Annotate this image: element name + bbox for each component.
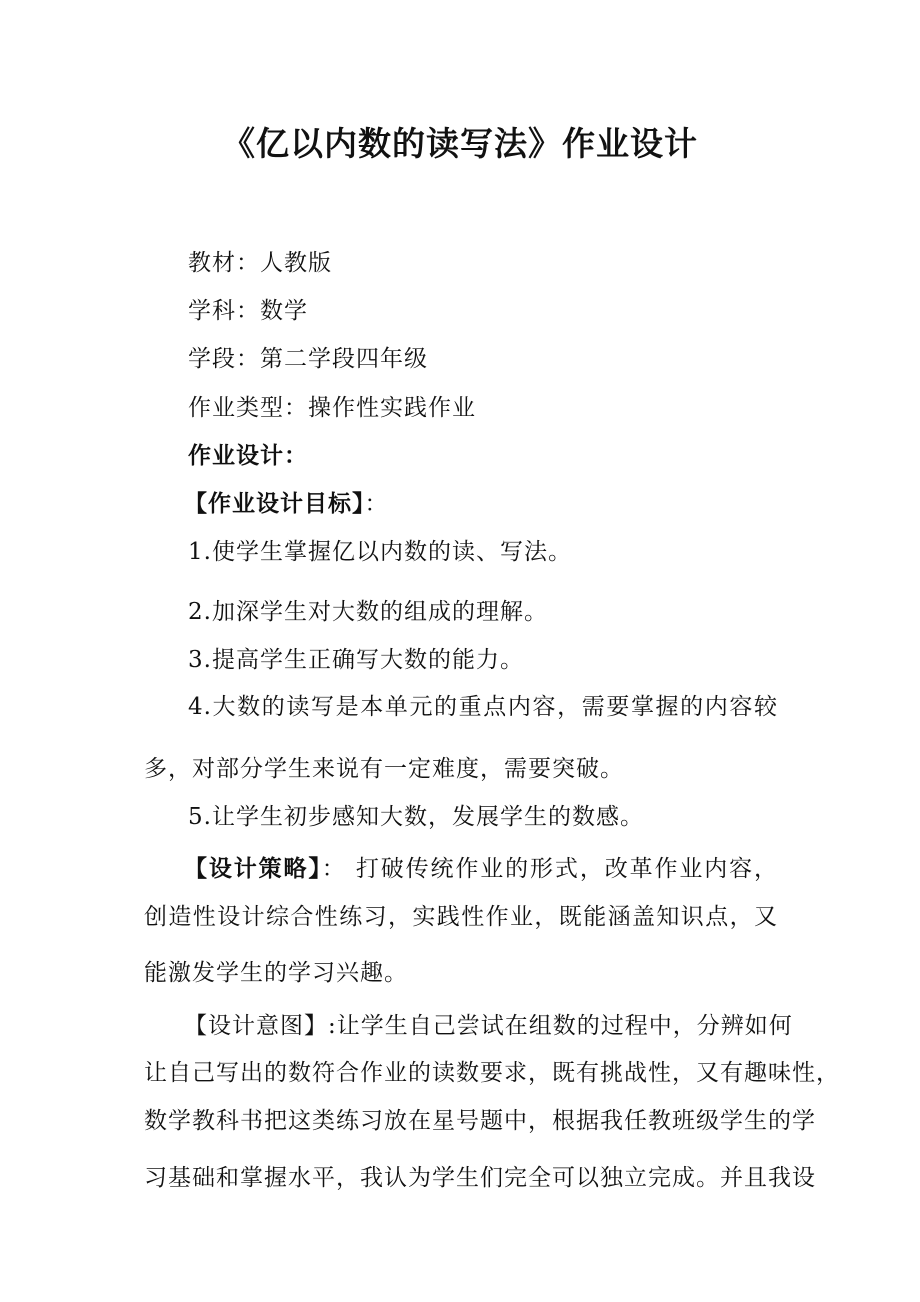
intent-line-3: 数学教科书把这类练习放在星号题中，根据我任教班级学生的学 — [144, 1108, 816, 1134]
goals-heading-suffix: ： — [364, 491, 389, 517]
textbook-line: 教材：人教版 — [188, 250, 332, 276]
goal-item-3: 3.提高学生正确写大数的能力。 — [188, 647, 524, 673]
strategy-heading: 【设计策略】 — [184, 856, 322, 882]
homework-type-line: 作业类型：操作性实践作业 — [188, 395, 476, 421]
subject-line: 学科：数学 — [188, 298, 308, 324]
goals-heading-line — [184, 489, 389, 519]
goals-heading: 【作业设计目标】 — [184, 491, 365, 517]
intent-line-2: 让自己写出的数符合作业的读数要求，既有挑战性，又有趣味性， — [144, 1060, 840, 1086]
strategy-line-2: 创造性设计综合性练习，实践性作业，既能涵盖知识点，又 — [144, 904, 778, 930]
strategy-text-1: ： 打破传统作业的形式，改革作业内容， — [321, 856, 778, 882]
goal-item-4-line-2: 多，对部分学生来说有一定难度，需要突破。 — [144, 756, 624, 782]
goal-item-2: 2.加深学生对大数的组成的理解。 — [188, 599, 548, 625]
intent-text-1: :让学生自己尝试在组数的过程中，分辨如何 — [328, 1013, 793, 1039]
strategy-line-1 — [184, 854, 778, 884]
goal-item-1: 1.使学生掌握亿以内数的读、写法。 — [188, 539, 572, 565]
section-heading: 作业设计： — [188, 443, 308, 469]
goal-item-5: 5.让学生初步感知大数，发展学生的数感。 — [188, 804, 644, 830]
document-title: 《亿以内数的读写法》作业设计 — [222, 124, 698, 163]
intent-line-1 — [184, 1011, 793, 1041]
strategy-line-3: 能激发学生的学习兴趣。 — [144, 960, 408, 986]
intent-line-4: 习基础和掌握水平，我认为学生们完全可以独立完成。并且我设 — [144, 1165, 816, 1191]
intent-heading: 【设计意图】 — [184, 1013, 328, 1039]
goal-item-4-line-1: 4.大数的读写是本单元的重点内容，需要掌握的内容较 — [188, 694, 778, 720]
stage-line: 学段：第二学段四年级 — [188, 346, 428, 372]
